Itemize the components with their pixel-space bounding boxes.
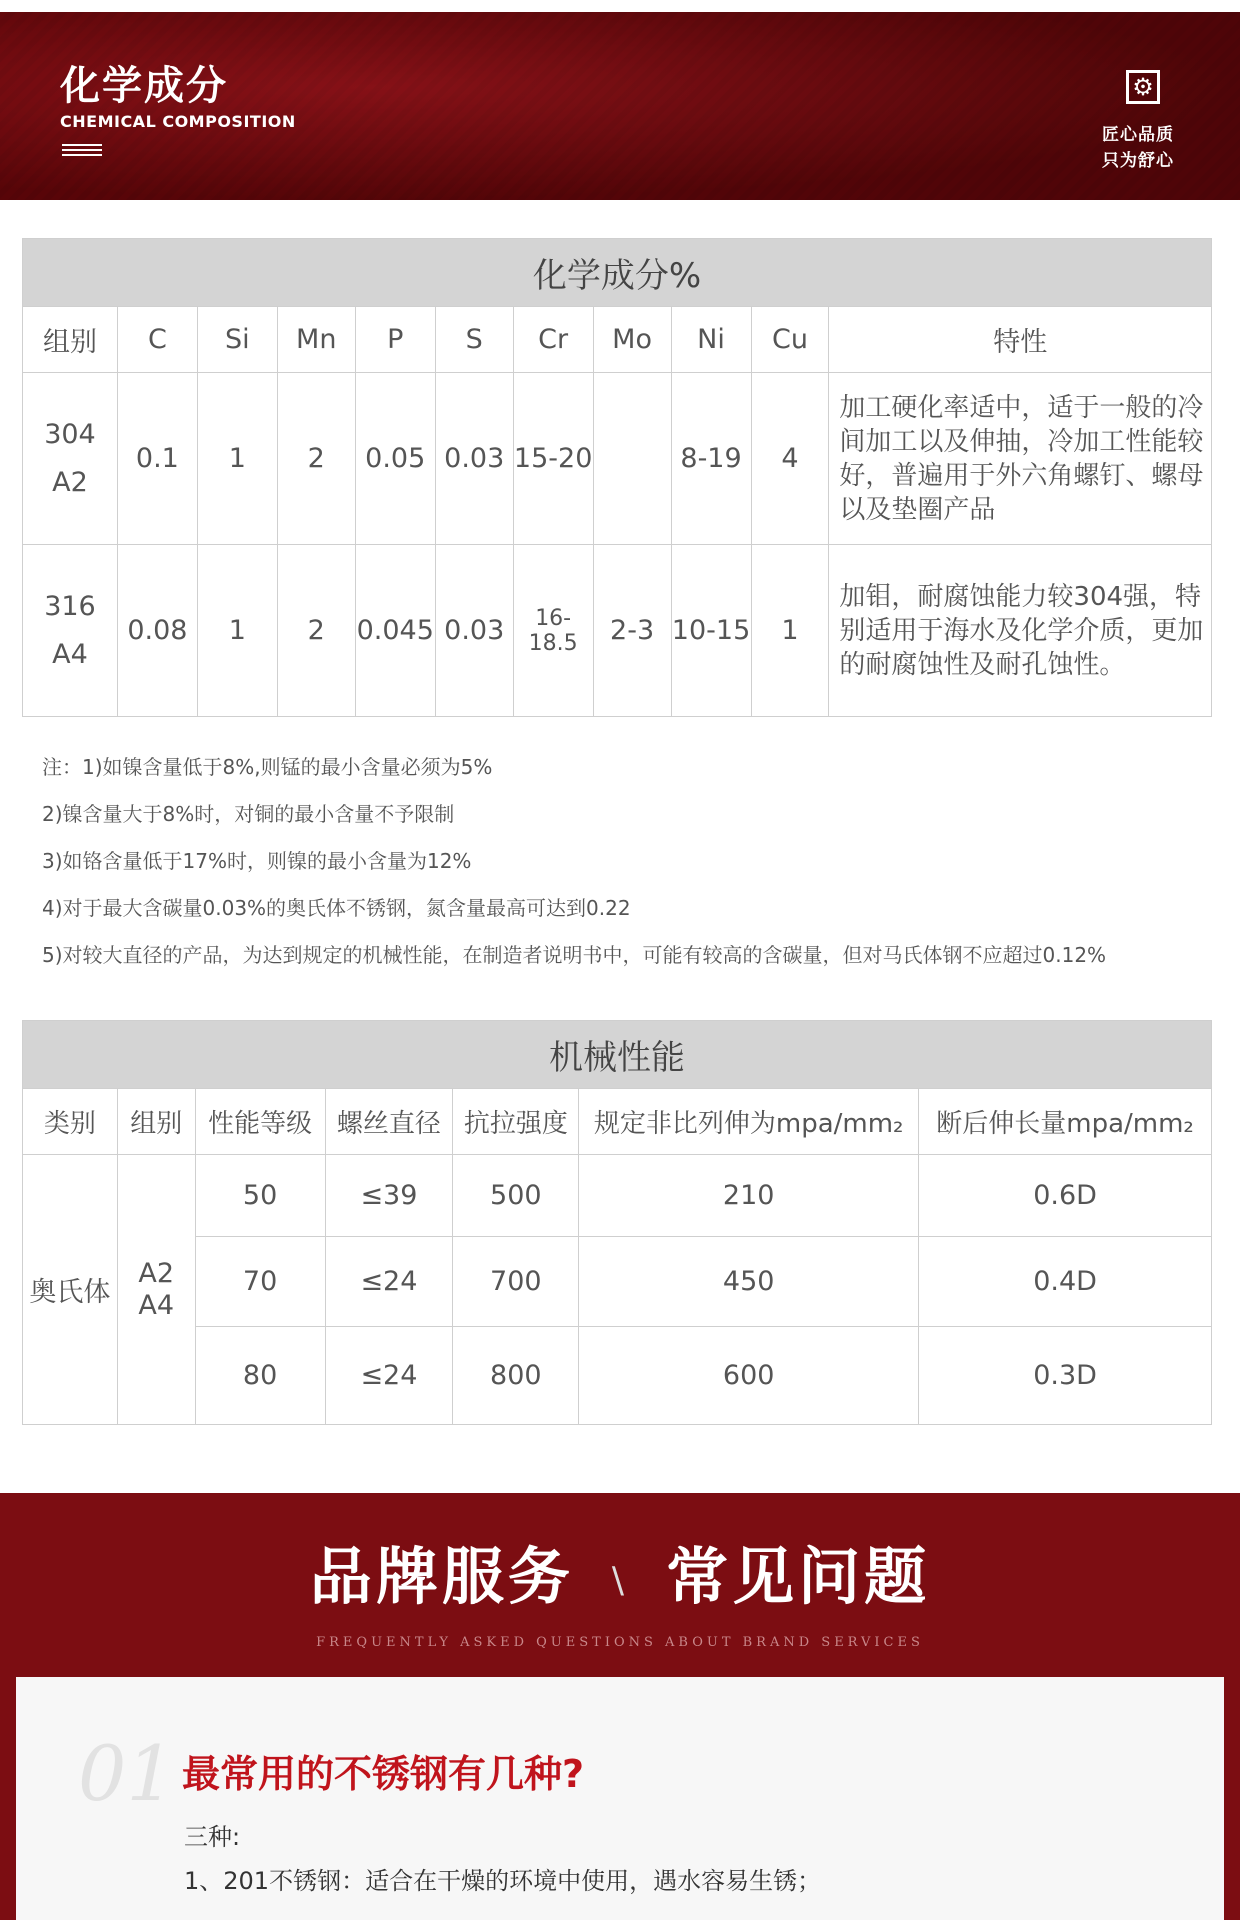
elongation-cell: 0.3D	[919, 1327, 1212, 1425]
cu-cell: 1	[751, 545, 829, 717]
header-cell: 抗拉强度	[453, 1089, 579, 1155]
ni-cell: 8-19	[671, 373, 751, 545]
faq-section	[0, 1493, 1240, 1920]
group-grade: A4	[52, 638, 88, 670]
header-cell: 规定非比列伸为mpa/mm₂	[579, 1089, 919, 1155]
mechanical-table-caption: 机械性能	[23, 1021, 1212, 1089]
mn-cell: 2	[277, 373, 355, 545]
note-line: 4)对于最大含碳量0.03%的奥氏体不锈钢，氮含量最高可达到0.22	[42, 896, 631, 920]
p-cell: 0.045	[355, 545, 435, 717]
tensile-cell: 700	[453, 1237, 579, 1327]
group-cell	[23, 545, 118, 717]
diameter-cell: ≤24	[325, 1327, 453, 1425]
note-line: 注：1)如镍含量低于8%,则锰的最小含量必须为5%	[42, 755, 493, 779]
header-cell: Cu	[751, 307, 829, 373]
gear-icon: ⚙	[1126, 70, 1160, 104]
header-cell: C	[117, 307, 197, 373]
group-grade: A2	[52, 466, 88, 498]
property-cell: 加工硬化率适中，适于一般的冷间加工以及伸抽，冷加工性能较好，普遍用于外六角螺钉、螺母以及垫圈产品	[829, 373, 1212, 545]
category-cell: 奥氏体	[23, 1155, 118, 1425]
page-subtitle: CHEMICAL COMPOSITION	[60, 112, 296, 131]
faq-title-questions: 常见问题	[666, 1540, 931, 1613]
faq-answer-item: 1、201不锈钢：适合在干燥的环境中使用，遇水容易生锈；	[184, 1867, 822, 1895]
p-cell: 0.05	[355, 373, 435, 545]
header-cell: Cr	[513, 307, 593, 373]
faq-title-separator: \	[611, 1560, 629, 1601]
faq-title-brand: 品牌服务	[309, 1540, 574, 1613]
page-title: 化学成分	[60, 63, 228, 109]
cr-cell: 15-20	[513, 373, 593, 545]
property-cell: 加钼，耐腐蚀能力较304强，特别适用于海水及化学介质，更加的耐腐蚀性及耐孔蚀性。	[829, 545, 1212, 717]
s-cell: 0.03	[435, 545, 513, 717]
elongation-cell: 0.6D	[919, 1155, 1212, 1237]
grade-cell: 80	[195, 1327, 325, 1425]
faq-subtitle: FREQUENTLY ASKED QUESTIONS ABOUT BRAND SERVICES	[316, 1635, 924, 1650]
tensile-cell: 500	[453, 1155, 579, 1237]
elongation-cell: 0.4D	[919, 1237, 1212, 1327]
diameter-cell: ≤39	[325, 1155, 453, 1237]
group-grade: A4	[138, 1289, 175, 1321]
group-number: 304	[44, 418, 96, 450]
chemical-composition-table	[22, 238, 1212, 717]
group-cell	[117, 1155, 195, 1425]
header-cell: 断后伸长量mpa/mm₂	[919, 1089, 1212, 1155]
faq-question: 最常用的不锈钢有几种?	[182, 1752, 585, 1796]
header-cell: 特性	[829, 307, 1212, 373]
note-line: 5)对较大直径的产品，为达到规定的机械性能，在制造者说明书中，可能有较高的含碳量，但对马氏体钢不应超过0.12%	[42, 943, 1107, 967]
header-cell: Si	[197, 307, 277, 373]
si-cell: 1	[197, 373, 277, 545]
header-cell: Mn	[277, 307, 355, 373]
header-cell: 性能等级	[195, 1089, 325, 1155]
note-line: 3)如铬含量低于17%时，则镍的最小含量为12%	[42, 849, 472, 873]
yield-cell: 210	[579, 1155, 919, 1237]
faq-title	[0, 1527, 1240, 1616]
quality-slogan-2: 只为舒心	[1102, 151, 1174, 171]
tensile-cell: 800	[453, 1327, 579, 1425]
note-line: 2)镍含量大于8%时，对铜的最小含量不予限制	[42, 802, 455, 826]
faq-number: 01	[78, 1729, 175, 1818]
header-banner	[0, 12, 1240, 200]
table-header-row	[23, 307, 1212, 373]
faq-answer-intro: 三种:	[184, 1823, 241, 1851]
group-number: 316	[44, 590, 96, 622]
faq-card	[16, 1677, 1224, 1920]
header-cell: S	[435, 307, 513, 373]
chemical-table-caption: 化学成分%	[23, 239, 1212, 307]
group-cell	[23, 373, 118, 545]
yield-cell: 600	[579, 1327, 919, 1425]
c-cell: 0.08	[117, 545, 197, 717]
c-cell: 0.1	[117, 373, 197, 545]
mo-cell: 2-3	[593, 545, 671, 717]
composition-notes	[42, 752, 1222, 987]
table-row	[23, 1237, 1212, 1327]
table-row	[23, 373, 1212, 545]
table-row	[23, 545, 1212, 717]
header-cell: 组别	[23, 307, 118, 373]
header-cell: 类别	[23, 1089, 118, 1155]
header-cell: 组别	[117, 1089, 195, 1155]
grade-cell: 70	[195, 1237, 325, 1327]
mn-cell: 2	[277, 545, 355, 717]
table-row	[23, 1327, 1212, 1425]
yield-cell: 450	[579, 1237, 919, 1327]
mo-cell	[593, 373, 671, 545]
diameter-cell: ≤24	[325, 1237, 453, 1327]
cu-cell: 4	[751, 373, 829, 545]
header-cell: 螺丝直径	[325, 1089, 453, 1155]
table-row	[23, 1155, 1212, 1237]
header-cell: P	[355, 307, 435, 373]
header-cell: Mo	[593, 307, 671, 373]
quality-slogan-1: 匠心品质	[1102, 125, 1174, 145]
table-header-row	[23, 1089, 1212, 1155]
s-cell: 0.03	[435, 373, 513, 545]
grade-cell: 50	[195, 1155, 325, 1237]
group-grade: A2	[138, 1257, 175, 1289]
header-cell: Ni	[671, 307, 751, 373]
ni-cell: 10-15	[671, 545, 751, 717]
menu-lines-icon	[62, 144, 102, 156]
cr-cell: 16-18.5	[513, 545, 593, 717]
si-cell: 1	[197, 545, 277, 717]
mechanical-properties-table	[22, 1020, 1212, 1425]
